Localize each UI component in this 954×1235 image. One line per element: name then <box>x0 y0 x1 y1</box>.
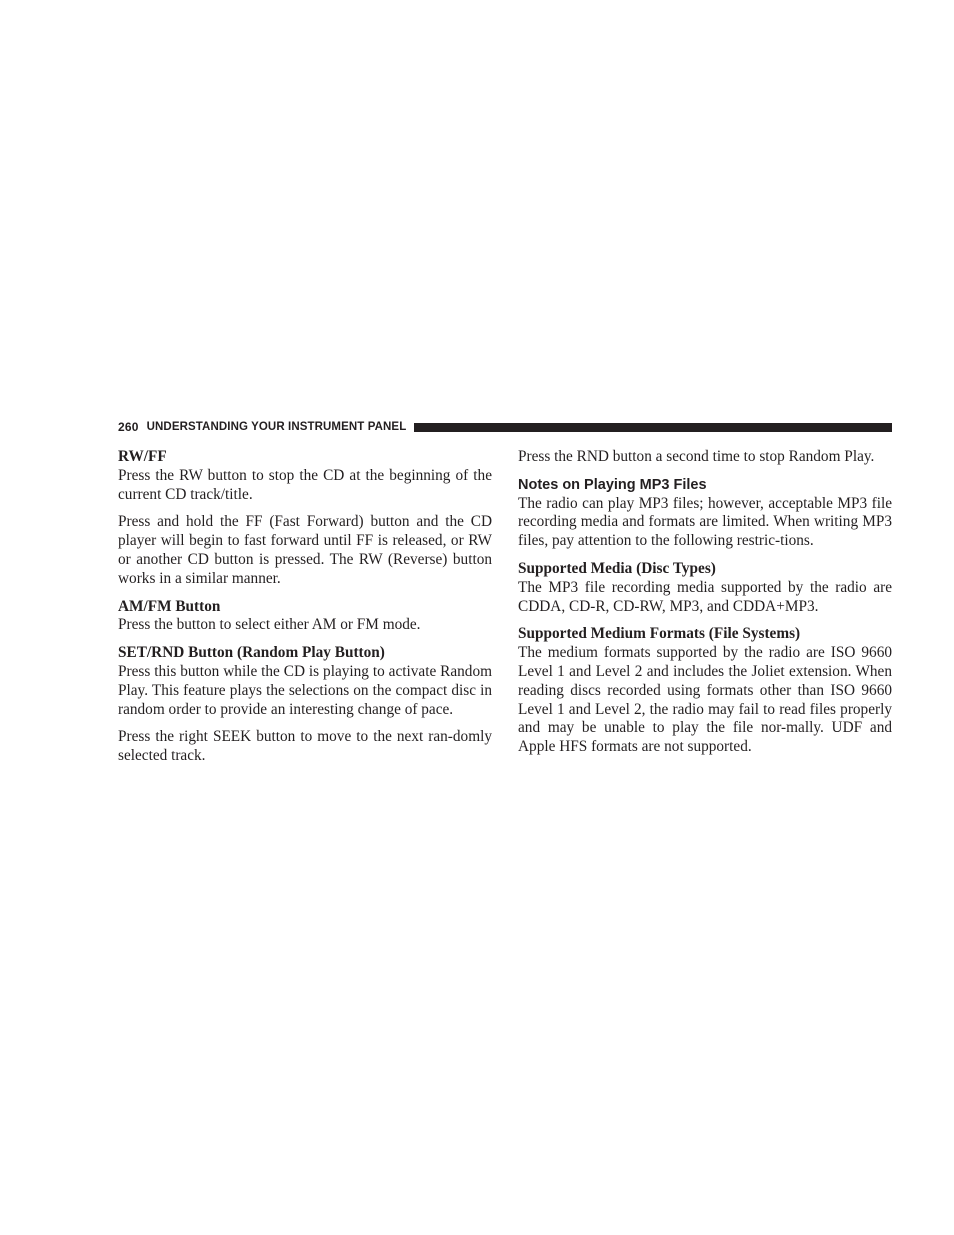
header-rule <box>414 423 892 432</box>
rwff-paragraph-2: Press and hold the FF (Fast Forward) button and the CD player will begin to fast forward until FF is released, or RW or another CD button is pressed. The RW (Reverse) button works in a similar manner. <box>118 513 492 587</box>
right-column <box>518 448 892 766</box>
amfm-heading: AM/FM Button <box>118 597 221 615</box>
rwff-paragraph-1: Press the RW button to stop the CD at the beginning of the current CD track/title. <box>118 466 492 503</box>
mp3-notes-section <box>518 476 892 551</box>
left-column <box>118 448 492 775</box>
supported-media-paragraph: The MP3 file recording media supported by the radio are CDDA, CD-R, CD-RW, MP3, and CDDA+MP3. <box>518 578 892 615</box>
amfm-section <box>118 598 492 636</box>
supported-media-section <box>518 560 892 616</box>
setrnd-heading: SET/RND Button (Random Play Button) <box>118 644 385 662</box>
rwff-heading: RW/FF <box>118 448 167 465</box>
page-number: 260 <box>118 420 139 434</box>
mp3-notes-paragraph: The radio can play MP3 files; however, acceptable MP3 file recording media and formats are limited. When writing MP3 files, pay attention to the following restric-tions. <box>518 494 892 550</box>
supported-formats-section <box>518 625 892 757</box>
supported-media-heading: Supported Media (Disc Types) <box>518 559 716 577</box>
rnd-stop-paragraph: Press the RND button a second time to stop Random Play. <box>518 448 875 465</box>
section-title: UNDERSTANDING YOUR INSTRUMENT PANEL <box>146 421 407 433</box>
setrnd-paragraph-2: Press the right SEEK button to move to the next ran-domly selected track. <box>118 728 492 765</box>
supported-formats-heading: Supported Medium Formats (File Systems) <box>518 625 801 643</box>
supported-formats-paragraph: The medium formats supported by the radio are ISO 9660 Level 1 and Level 2 and includes the Joliet extension. When reading discs recorded using formats other than ISO 9660 Level 1 and Level 2, the radio may fail to read files properly and may be unable to play the file nor-mally. UDF and Apple HFS formats are not supported. <box>518 644 892 756</box>
page-header <box>118 419 892 435</box>
amfm-paragraph-1: Press the button to select either AM or FM mode. <box>118 616 421 634</box>
setrnd-section <box>118 644 492 719</box>
mp3-notes-heading: Notes on Playing MP3 Files <box>518 476 707 493</box>
setrnd-paragraph-1: Press this button while the CD is playing to activate Random Play. This feature plays the selections on the compact disc in random order to provide an interesting change of pace. <box>118 662 492 718</box>
rwff-section <box>118 448 492 504</box>
